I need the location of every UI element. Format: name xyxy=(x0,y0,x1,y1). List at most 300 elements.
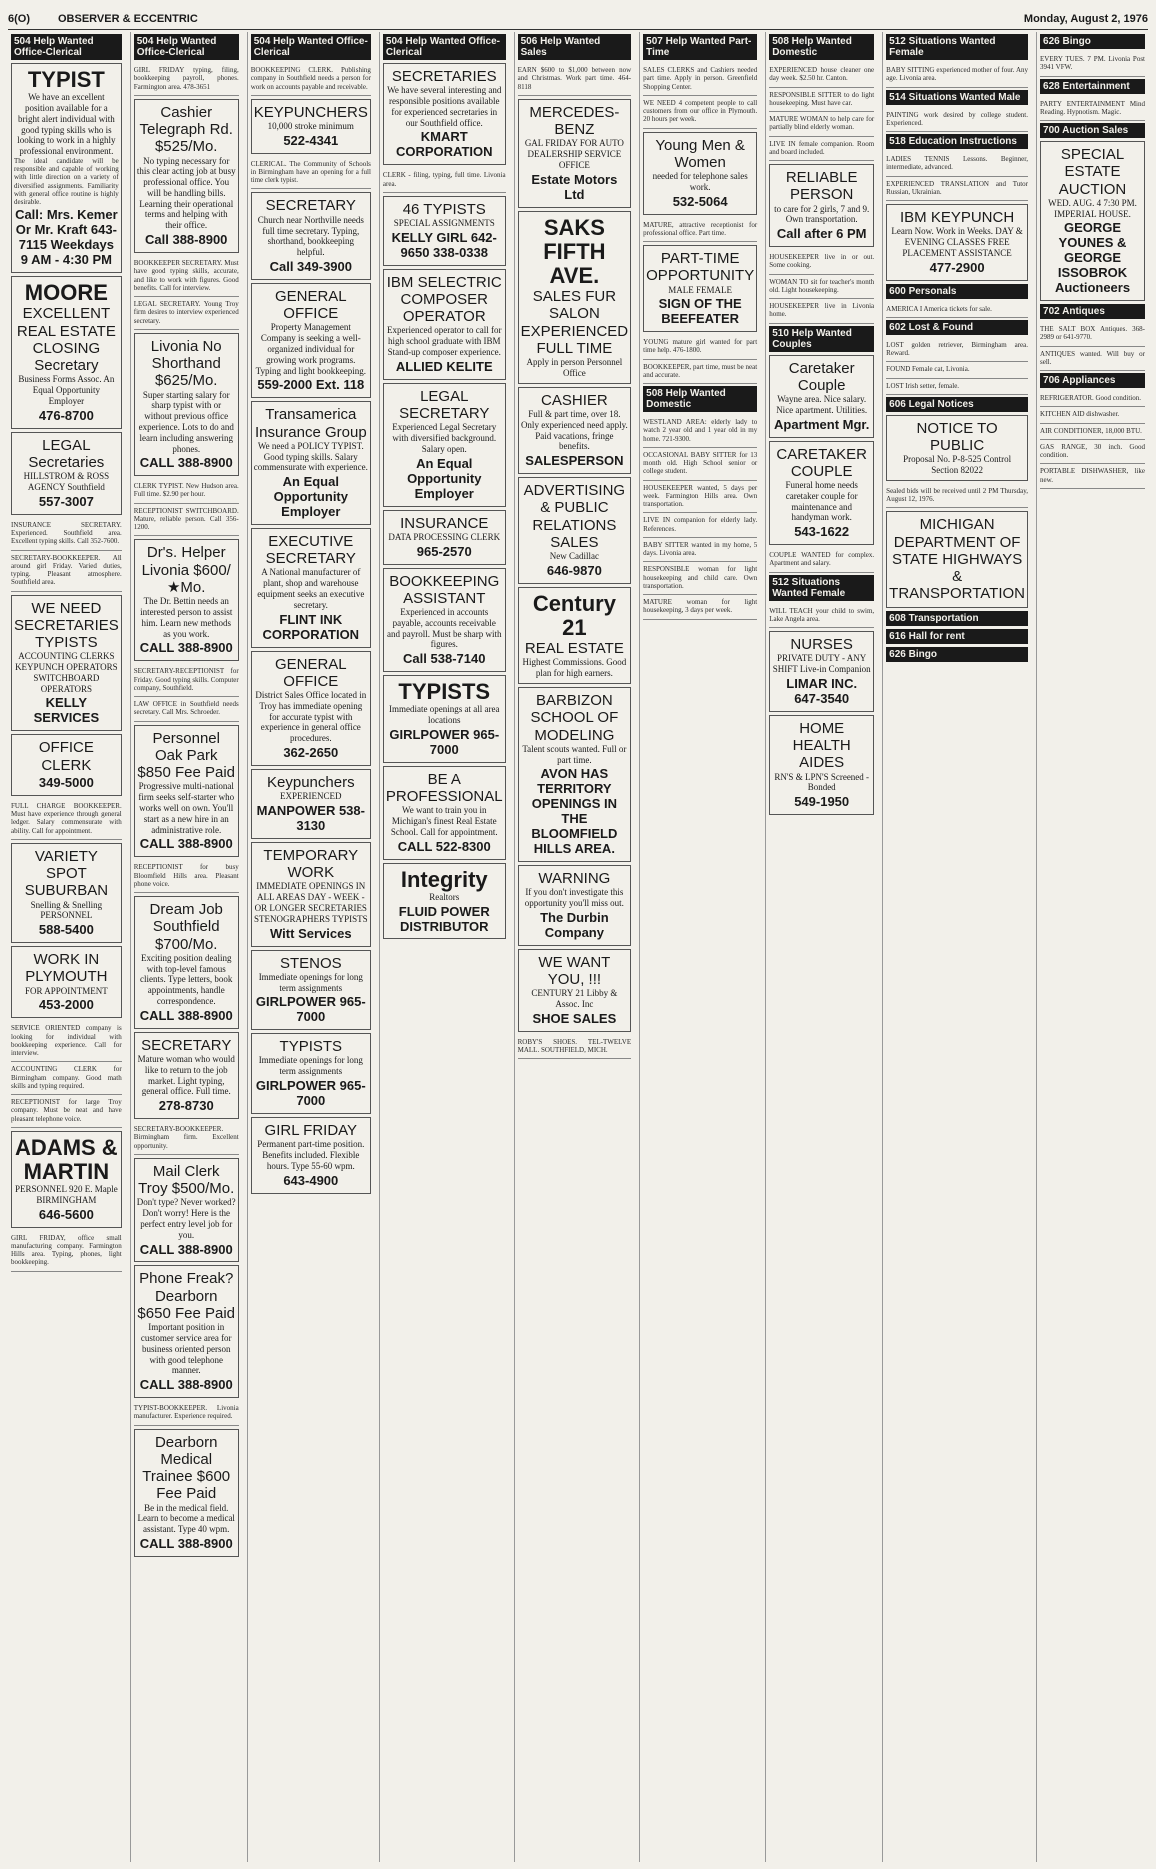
ad-sm: Experienced Legal Secretary with diversified background. Salary open. xyxy=(392,422,497,454)
classified-ad: EARN $600 to $1,000 between now and Christmas. Work part time. 464-8118 xyxy=(518,63,632,96)
ad-med: Mail Clerk Troy $500/Mo. xyxy=(138,1162,235,1198)
classified-ad: TYPIST-BOOKKEEPER. Livonia manufacturer. Experience required. xyxy=(134,1401,239,1426)
ad-med: TYPISTS xyxy=(279,1038,343,1056)
ad-fine: The ideal candidate will be responsible and capable of working with little direction on a variety of diversified assignments. Familiarity with general office routine is highly desirable. xyxy=(14,156,119,207)
section-heading: 507 Help Wanted Part-Time xyxy=(643,34,757,60)
display-ad xyxy=(134,896,239,1029)
ad-phone: 476-8700 xyxy=(38,407,94,423)
ad-sm: Progressive multi-national firm seeks self-starter who works well on own. You'll start as a new hire in an administrative role. xyxy=(138,781,235,835)
section-heading: 512 Situations Wanted Female xyxy=(769,575,874,601)
classified-ad: LOST golden retriever, Birmingham area. Reward. xyxy=(886,338,1028,363)
column-7 xyxy=(765,32,877,1862)
classified-ad: RESPONSIBLE woman for light housekeeping and child care. Own transportation. xyxy=(643,562,757,595)
section-heading: 600 Personals xyxy=(886,284,1028,299)
ad-med: BARBIZON SCHOOL OF MODELING xyxy=(530,692,619,744)
ad-sm: Exciting position dealing with top-level famous clients. Type letters, book appointments, handle correspondence. xyxy=(140,952,233,1006)
ad-med: TEMPORARY WORK xyxy=(263,846,359,882)
classified-ad: HOUSEKEEPER live in Livonia home. xyxy=(769,299,874,324)
ad-big: Integrity xyxy=(400,866,488,892)
ad-phone: 532-5064 xyxy=(672,193,728,209)
ad-med: SECRETARY xyxy=(265,197,356,215)
classified-ad: GAS RANGE, 30 inch. Good condition. xyxy=(1040,440,1145,465)
classified-ad: BABY SITTER wanted in my home, 5 days. Livonia area. xyxy=(643,538,757,563)
display-ad xyxy=(518,949,632,1032)
ad-sm: ACCOUNTING CLERKS KEYPUNCH OPERATORS SWITCHBOARD OPERATORS xyxy=(15,651,118,694)
ad-med: Dearborn Medical Trainee $600 Fee Paid xyxy=(142,1433,231,1503)
ad-sm: Church near Northville needs full time secretary. Typing, shorthand, bookkeeping helpful. xyxy=(257,214,364,258)
ad-med: KEYPUNCHERS xyxy=(253,103,368,121)
display-ad xyxy=(11,595,122,732)
ad-phone: ALLIED KELITE xyxy=(395,358,493,374)
ad-phone: 549-1950 xyxy=(794,794,850,810)
display-ad xyxy=(134,725,239,858)
section-heading: 506 Help Wanted Sales xyxy=(518,34,632,60)
section-heading: 518 Education Instructions xyxy=(886,134,1028,149)
display-ad xyxy=(134,539,239,661)
ad-med: WORK IN PLYMOUTH xyxy=(25,951,108,986)
ad-sm: We have several interesting and responsible positions available for experienced secretaries in our Southfield office. xyxy=(387,85,502,128)
classified-ad: MATURE woman for light housekeeping, 3 days per week. xyxy=(643,595,757,620)
classified-ad: WE NEED 4 competent people to call customers from our office in Plymouth. 20 hours per week. xyxy=(643,96,757,129)
ad-phone: SHOE SALES xyxy=(532,1010,617,1026)
ad-sm: Apply in person Personnel Office xyxy=(526,357,623,378)
ad-phone: The Durbin Company xyxy=(540,909,609,940)
display-ad xyxy=(383,269,506,380)
classified-ad: SERVICE ORIENTED company is looking for individual with bookkeeping experience. Call for interview. xyxy=(11,1021,122,1062)
section-heading: 512 Situations Wanted Female xyxy=(886,34,1028,60)
classified-ad: AMERICA I America tickets for sale. xyxy=(886,302,1028,318)
column-3 xyxy=(247,32,374,1862)
classified-ad: BOOKKEEPER SECRETARY. Must have good typing skills, accurate, and like to work with figures. Good benefits. Call for interview. xyxy=(134,256,239,297)
ad-sm: Be in the medical field. Learn to become a medical assistant. Type 40 wpm. xyxy=(137,1502,235,1535)
ad-sm: Immediate openings for long term assignments xyxy=(258,1055,363,1077)
ad-med: LEGAL Secretaries xyxy=(28,436,105,471)
ad-sm: Snelling & Snelling PERSONNEL xyxy=(30,899,103,921)
ad-med: NOTICE TO PUBLIC xyxy=(916,419,998,455)
ad-phone: Witt Services xyxy=(270,925,352,941)
ad-sm: We need a POLICY TYPIST. Good typing skills. Salary commensurate with experience. xyxy=(253,440,368,473)
page-header xyxy=(8,8,1148,30)
ad-med: Phone Freak? Dearborn $650 Fee Paid xyxy=(137,1270,235,1322)
section-heading: 628 Entertainment xyxy=(1040,79,1145,94)
ad-phone: CALL 388-8900 xyxy=(139,836,233,852)
display-ad xyxy=(134,333,239,476)
classified-ad: WOMAN TO sit for teacher's month old. Light housekeeping. xyxy=(769,275,874,300)
ad-sm: New Cadillac xyxy=(549,551,599,562)
classified-ad: SECRETARY-BOOKKEEPER. All around girl Friday. Varied duties, typing. Pleasant atmosphere. Southfield area. xyxy=(11,551,122,592)
ad-phone: 522-4341 xyxy=(283,132,339,148)
classified-ad: MATURE, attractive receptionist for professional office. Part time. xyxy=(643,218,757,243)
classified-ad: SECRETARY-RECEPTIONIST for Friday. Good typing skills. Computer company, Southfield. xyxy=(134,664,239,697)
ad-phone: MANPOWER 538-3130 xyxy=(256,803,365,833)
classified-ad: GIRL FRIDAY, office small manufacturing company. Farmington Hills area. Typing, phones, light bookkeeping. xyxy=(11,1231,122,1272)
display-ad xyxy=(11,432,122,515)
classified-ad: GIRL FRIDAY typing, filing, bookkeeping payroll, phones. Farmington area. 478-3651 xyxy=(134,63,239,96)
display-ad xyxy=(769,715,874,815)
classified-ad: RECEPTIONIST for large Troy company. Must be neat and have pleasant telephone voice. xyxy=(11,1095,122,1128)
ad-big: TYPISTS xyxy=(398,679,491,705)
display-ad xyxy=(383,383,506,507)
classified-ad: CLERK - filing, typing, full time. Livonia area. xyxy=(383,168,506,193)
column-5 xyxy=(514,32,635,1862)
ad-sm: No typing necessary for this clear acting job at busy professional office. You will be handling bills. Learning their operational terms and helping with their office. xyxy=(136,155,236,231)
ad-phone: CALL 522-8300 xyxy=(397,838,491,854)
classified-ad: LAW OFFICE in Southfield needs secretary. Call Mrs. Schroeder. xyxy=(134,697,239,722)
section-heading: 508 Help Wanted Domestic xyxy=(643,386,757,412)
section-heading: 510 Help Wanted Couples xyxy=(769,326,874,352)
classified-ad: EXPERIENCED TRANSLATION and Tutor Russian, Ukrainian. xyxy=(886,177,1028,202)
ad-phone: SALESPERSON xyxy=(525,453,624,469)
classified-ad: SECRETARY-BOOKKEEPER. Birmingham firm. Excellent opportunity. xyxy=(134,1122,239,1155)
column-9 xyxy=(1036,32,1148,1862)
ad-phone: Call 538-7140 xyxy=(403,651,486,667)
ad-big: Century 21 xyxy=(532,590,616,640)
ad-med: HOME HEALTH AIDES xyxy=(792,719,851,772)
ad-med: CARETAKER COUPLE xyxy=(776,445,867,480)
ad-phone: CALL 388-8900 xyxy=(139,1007,233,1023)
ad-sm: Realtors xyxy=(429,891,460,902)
section-heading: 504 Help Wanted Office-Clerical xyxy=(134,34,239,60)
ad-med: SPECIAL ESTATE AUCTION xyxy=(1058,146,1127,198)
ad-med: Personnel Oak Park $850 Fee Paid xyxy=(137,729,235,782)
display-ad xyxy=(251,192,371,279)
ad-sm: Talent scouts wanted. Full or part time. xyxy=(522,743,627,765)
ad-med: GENERAL OFFICE xyxy=(274,655,347,690)
ad-phone: Estate Motors Ltd xyxy=(531,171,618,202)
classified-ad: PARTY ENTERTAINMENT Mind Reading. Hypnotism. Magic. xyxy=(1040,97,1145,122)
ad-phone: Call 349-3900 xyxy=(269,258,352,274)
ad-med: MICHIGAN DEPARTMENT OF STATE HIGHWAYS & TRANSPORTATION xyxy=(889,516,1026,603)
section-heading: 626 Bingo xyxy=(886,647,1028,662)
ad-sm: A National manufacturer of plant, shop and warehouse equipment seeks an executive secretary. xyxy=(257,567,365,610)
ad-phone: KELLY SERVICES xyxy=(33,695,100,726)
ad-phone: 643-4900 xyxy=(283,1172,339,1188)
classified-ad: EVERY TUES. 7 PM. Livonia Post 3941 VFW. xyxy=(1040,52,1145,77)
ad-med: IBM SELECTRIC COMPOSER OPERATOR xyxy=(386,273,502,326)
display-ad xyxy=(643,245,757,332)
classified-ad: FULL CHARGE BOOKKEEPER. Must have experience through general ledger. Salary commensurate with ability. Call for appointment. xyxy=(11,799,122,840)
ad-sm: HILLSTROM & ROSS AGENCY Southfield xyxy=(23,471,110,493)
ad-phone: CALL 388-8900 xyxy=(139,1536,233,1552)
display-ad xyxy=(251,528,371,648)
ad-med: WARNING xyxy=(538,869,611,887)
ad-sm: Business Forms Assoc. An Equal Opportunity Employer xyxy=(18,374,115,406)
ad-sm: Immediate openings at all area locations xyxy=(389,704,500,726)
column-1 xyxy=(8,32,125,1862)
ad-phone: Call: Mrs. Kemer Or Mr. Kraft 643-7115 Weekdays 9 AM - 4:30 PM xyxy=(15,207,118,268)
ad-med: 46 TYPISTS xyxy=(402,200,486,218)
classified-ad: BABY SITTING experienced mother of four. Any age. Livonia area. xyxy=(886,63,1028,88)
column-2 xyxy=(130,32,242,1862)
classified-ad: LIVE IN companion for elderly lady. References. xyxy=(643,513,757,538)
ad-phone: 559-2000 Ext. 118 xyxy=(257,377,365,393)
column-4 xyxy=(379,32,509,1862)
ad-big: MOORE xyxy=(24,280,108,306)
ad-med: NURSES xyxy=(790,636,853,654)
display-ad xyxy=(383,863,506,940)
display-ad xyxy=(383,63,506,165)
ad-phone: CALL 388-8900 xyxy=(139,1377,233,1393)
ad-sm: PRIVATE DUTY - ANY SHIFT Live-in Companion xyxy=(772,653,871,675)
display-ad xyxy=(383,196,506,266)
classified-ad: EXPERIENCED house cleaner one day week. $2.50 hr. Canton. xyxy=(769,63,874,88)
ad-med: Caretaker Couple xyxy=(788,359,855,394)
ad-sm: If you don't investigate this opportunity you'll miss out. xyxy=(524,887,624,909)
ad-sm: Experienced in accounts payable, accounts receivable and payroll. Must be sharp with figures. xyxy=(387,607,502,650)
ad-phone: CALL 388-8900 xyxy=(139,455,233,471)
ad-med: Dr's. Helper Livonia $600/★Mo. xyxy=(141,544,231,596)
display-ad xyxy=(11,276,122,429)
display-ad xyxy=(518,387,632,474)
ad-med: ADVERTISING & PUBLIC RELATIONS SALES xyxy=(523,482,626,551)
display-ad xyxy=(769,631,874,712)
classified-ad: AIR CONDITIONER, 18,000 BTU. xyxy=(1040,424,1145,440)
ad-sm: The Dr. Bettin needs an interested person to assist him. Learn new methods as you work. xyxy=(140,596,233,639)
section-heading: 504 Help Wanted Office-Clerical xyxy=(11,34,122,60)
ad-phone: 646-5600 xyxy=(38,1206,94,1222)
display-ad xyxy=(383,568,506,673)
display-ad xyxy=(251,1033,371,1114)
ad-med: LEGAL SECRETARY xyxy=(399,387,490,423)
ad-big: TYPIST xyxy=(27,67,105,92)
ad-med: EXECUTIVE SECRETARY xyxy=(265,532,356,568)
classified-ad: INSURANCE SECRETARY. Experienced. Southfield area. Excellent typing skills. Call 352-7600. xyxy=(11,518,122,551)
ad-sm: District Sales Office located in Troy has immediate opening for accurate typist with experience in general office procedures. xyxy=(255,690,367,744)
ad-sm: GAL FRIDAY FOR AUTO DEALERSHIP SERVICE OFFICE xyxy=(524,138,624,170)
display-ad xyxy=(886,415,1028,481)
ad-phone: 965-2570 xyxy=(416,543,472,559)
display-ad xyxy=(383,510,506,565)
section-heading: 504 Help Wanted Office-Clerical xyxy=(251,34,371,60)
ad-med: WE WANT YOU, !!! xyxy=(538,953,611,988)
ad-med: IBM KEYPUNCH xyxy=(900,209,1015,226)
column-6 xyxy=(639,32,760,1862)
ad-med: CASHIER xyxy=(541,391,608,409)
classified-ad: RESPONSIBLE SITTER to do light housekeeping. Must have car. xyxy=(769,88,874,113)
page-number: 6(O) xyxy=(8,12,30,25)
ad-phone: Call 388-8900 xyxy=(145,232,228,248)
ad-med: MERCEDES-BENZ xyxy=(529,103,620,138)
ad-phone: AVON HAS TERRITORY OPENINGS IN THE BLOOMFIELD HILLS AREA. xyxy=(531,766,618,857)
ad-med: INSURANCE xyxy=(400,514,489,532)
display-ad xyxy=(11,843,122,943)
paper-name: OBSERVER & ECCENTRIC xyxy=(58,12,198,25)
ad-phone: GIRLPOWER 965-7000 xyxy=(255,1078,366,1109)
classified-ad: LOST Irish setter, female. xyxy=(886,379,1028,395)
ad-med: GENERAL OFFICE xyxy=(274,287,347,323)
ad-med: RELIABLE PERSON xyxy=(785,169,858,204)
ad-sm: Immediate openings for long term assignments xyxy=(258,971,363,993)
ad-sm: Permanent part-time position. Benefits included. Flexible hours. Type 55-60 wpm. xyxy=(257,1139,365,1171)
classified-ad: HOUSEKEEPER live in or out. Some cooking. xyxy=(769,250,874,275)
classified-ad: LEGAL SECRETARY. Young Troy firm desires to interview experienced secretary. xyxy=(134,297,239,330)
section-heading: 616 Hall for rent xyxy=(886,629,1028,644)
ad-phone: GIRLPOWER 965-7000 xyxy=(255,994,366,1025)
display-ad xyxy=(11,1131,122,1228)
display-ad xyxy=(886,511,1028,607)
ad-med: REAL ESTATE xyxy=(524,640,624,658)
ad-med: Young Men & Women xyxy=(655,136,745,171)
ad-sm: 10,000 stroke minimum xyxy=(267,121,354,131)
ad-sm: Full & part time, over 18. Only experienced need apply. Paid vacations, fringe benefits. xyxy=(520,408,628,452)
classified-ad: ROBY'S SHOES. TEL-TWELVE MALL. SOUTHFIELD, MICH. xyxy=(518,1035,632,1060)
ad-phone: CALL 388-8900 xyxy=(139,1241,233,1257)
ad-med: Cashier Telegraph Rd. $525/Mo. xyxy=(139,103,233,156)
ad-phone: 557-3007 xyxy=(38,493,94,509)
display-ad xyxy=(1040,141,1145,301)
ad-med: Keypunchers xyxy=(267,773,355,791)
display-ad xyxy=(518,211,632,384)
display-ad xyxy=(134,1429,239,1557)
ad-phone: 362-2650 xyxy=(283,745,339,761)
classified-ad: YOUNG mature girl wanted for part time help. 476-1800. xyxy=(643,335,757,360)
ad-sm: Funeral home needs caretaker couple for maintenance and handyman work. xyxy=(785,480,858,523)
ad-sm: Learn Now. Work in Weeks. DAY & EVENING CLASSES FREE PLACEMENT ASSISTANCE xyxy=(891,226,1023,258)
ad-sm: SPECIAL ASSIGNMENTS xyxy=(393,218,495,229)
display-ad xyxy=(518,865,632,946)
ad-phone: GIRLPOWER 965-7000 xyxy=(389,726,500,757)
display-ad xyxy=(11,63,122,273)
ad-sm: We want to train you in Michigan's finest Real Estate School. Call for appointment. xyxy=(390,805,498,837)
ad-phone: 646-9870 xyxy=(546,562,602,578)
section-heading: 508 Help Wanted Domestic xyxy=(769,34,874,60)
ad-med: BOOKKEEPING ASSISTANT xyxy=(389,572,500,607)
classified-ad: CLERK TYPIST. New Hudson area. Full time. $2.90 per hour. xyxy=(134,479,239,504)
display-ad xyxy=(769,441,874,546)
ad-sm: CENTURY 21 Libby & Assoc. Inc xyxy=(531,988,618,1009)
section-heading: 602 Lost & Found xyxy=(886,320,1028,335)
classified-ad: WILL TEACH your child to swim, Lake Angela area. xyxy=(769,604,874,629)
ad-med: STENOS xyxy=(279,954,342,972)
display-ad xyxy=(134,1158,239,1263)
ad-big: SAKS FIFTH AVE. xyxy=(543,214,606,288)
ad-phone: 278-8730 xyxy=(158,1098,214,1114)
display-ad xyxy=(251,842,371,947)
ad-med: Dream Job Southfield $700/Mo. xyxy=(149,901,223,953)
ad-med: PART-TIME OPPORTUNITY xyxy=(646,250,755,285)
display-ad xyxy=(251,1117,371,1194)
classified-ad: ANTIQUES wanted. Will buy or sell. xyxy=(1040,347,1145,372)
display-ad xyxy=(134,1032,239,1119)
ad-sm: Experienced operator to call for high school graduate with IBM Stand-up composer experience. xyxy=(387,325,502,358)
ad-phone: An Equal Opportunity Employer xyxy=(407,455,482,501)
classified-ad: THE SALT BOX Antiques. 368-2989 or 641-9770. xyxy=(1040,322,1145,347)
classified-ad: RECEPTIONIST for busy Bloomfield Hills area. Pleasant phone voice. xyxy=(134,860,239,893)
ad-phone: 477-2900 xyxy=(929,259,985,275)
ad-med: WE NEED SECRETARIES TYPISTS xyxy=(14,599,119,652)
classified-ad: BOOKKEEPING CLERK. Publishing company in Southfield needs a person for work on accounts payable and receivable. xyxy=(251,63,371,96)
ad-phone: Call after 6 PM xyxy=(776,226,867,242)
ad-phone: KELLY GIRL 642-9650 338-0338 xyxy=(391,229,497,260)
section-heading: 608 Transportation xyxy=(886,611,1028,626)
ad-sm: Wayne area. Nice salary. Nice apartment. Utilities. xyxy=(776,394,868,415)
ad-sm: Proposal No. P-8-525 Control Section 82022 xyxy=(903,454,1012,476)
ad-med: EXCELLENT REAL ESTATE CLOSING Secretary xyxy=(16,305,116,375)
display-ad xyxy=(251,283,371,398)
ad-phone: KMART CORPORATION xyxy=(395,129,493,160)
ad-phone: FLUID POWER DISTRIBUTOR xyxy=(398,903,490,934)
ad-med: SECRETARIES xyxy=(391,68,497,85)
ad-phone: FLINT INK CORPORATION xyxy=(262,611,360,642)
classified-ad: MATURE WOMAN to help care for partially blind elderly woman. xyxy=(769,112,874,137)
display-ad xyxy=(518,477,632,584)
classified-ad: KITCHEN AID dishwasher. xyxy=(1040,407,1145,423)
issue-date: Monday, August 2, 1976 xyxy=(1023,12,1148,25)
section-heading: 702 Antiques xyxy=(1040,304,1145,319)
ad-phone: LIMAR INC. 647-3540 xyxy=(786,676,858,706)
classified-ad: WESTLAND AREA: elderly lady to watch 2 year old and 1 year old in my home. 721-9300. xyxy=(643,415,757,448)
display-ad xyxy=(769,355,874,438)
ad-sm: needed for telephone sales work. xyxy=(652,171,748,192)
ad-sm: Don't type? Never worked? Don't worry! Here is the perfect entry level job for you. xyxy=(136,1197,236,1240)
ad-sm: PERSONNEL 920 E. Maple BIRMINGHAM xyxy=(15,1184,118,1205)
ad-sm: WED. AUG. 4 7:30 PM. IMPERIAL HOUSE. xyxy=(1048,197,1137,219)
display-ad xyxy=(251,401,371,525)
ad-phone: 453-2000 xyxy=(38,997,94,1013)
ad-phone: Apartment Mgr. xyxy=(774,416,870,432)
classified-ad: Sealed bids will be received until 2 PM Thursday, August 12, 1976. xyxy=(886,484,1028,509)
classified-ad: PORTABLE DISHWASHER, like new. xyxy=(1040,464,1145,489)
display-ad xyxy=(383,766,506,860)
display-ad xyxy=(251,99,371,154)
display-ad xyxy=(251,950,371,1031)
classified-ad: RECEPTIONIST SWITCHBOARD. Mature, reliable person. Call 356-1200. xyxy=(134,504,239,537)
ad-sm: Highest Commissions. Good plan for high earners. xyxy=(522,657,627,679)
display-ad xyxy=(518,587,632,684)
classified-ad: COUPLE WANTED for complex. Apartment and salary. xyxy=(769,548,874,573)
ad-sm: DATA PROCESSING CLERK xyxy=(388,531,501,542)
display-ad xyxy=(518,99,632,208)
section-heading: 706 Appliances xyxy=(1040,373,1145,388)
ad-sm: Property Management Company is seeking a well-organized individual for growing work programs. Typing and light bookkeeping. xyxy=(255,322,366,376)
ad-med: GIRL FRIDAY xyxy=(264,1121,358,1139)
classified-ad: CLERICAL. The Community of Schools in Birmingham have an opening for a full time clerk typist. xyxy=(251,157,371,190)
classified-ad: PAINTING work desired by college student. Experienced. xyxy=(886,108,1028,133)
ad-sm: FOR APPOINTMENT xyxy=(24,985,108,996)
classified-ad: REFRIGERATOR. Good condition. xyxy=(1040,391,1145,407)
classified-columns xyxy=(8,32,1148,1862)
classified-ad: BOOKKEEPER, part time, must be neat and accurate. xyxy=(643,360,757,385)
ad-phone: 349-5000 xyxy=(38,774,94,790)
ad-med: VARIETY SPOT SUBURBAN xyxy=(24,847,109,900)
ad-med: SALES FUR SALON EXPERIENCED FULL TIME xyxy=(520,288,629,357)
ad-sm: RN'S & LPN'S Screened - Bonded xyxy=(774,771,870,793)
classified-ad: LIVE IN female companion. Room and board included. xyxy=(769,137,874,162)
display-ad xyxy=(251,651,371,766)
ad-sm: We have an excellent position available for a bright alert individual with good typing skills who is looking to work in a highly professional environment. xyxy=(17,92,116,157)
ad-sm: MALE FEMALE xyxy=(668,284,733,295)
ad-phone: SIGN OF THE BEEFEATER xyxy=(658,296,742,327)
section-heading: 514 Situations Wanted Male xyxy=(886,90,1028,105)
classified-ad: LADIES TENNIS Lessons. Beginner, intermediate, advanced. xyxy=(886,152,1028,177)
display-ad xyxy=(134,1265,239,1398)
section-heading: 700 Auction Sales xyxy=(1040,123,1145,138)
ad-med: Livonia No Shorthand $625/Mo. xyxy=(150,337,222,390)
display-ad xyxy=(643,132,757,215)
ad-med: SECRETARY xyxy=(141,1036,232,1054)
classified-ad: HOUSEKEEPER wanted, 5 days per week. Farmington Hills area. Own transportation. xyxy=(643,481,757,514)
ad-phone: CALL 388-8900 xyxy=(139,640,233,656)
ad-phone: GEORGE YOUNES & GEORGE ISSOBROK Auctioneers xyxy=(1054,220,1131,296)
column-8 xyxy=(882,32,1031,1862)
display-ad xyxy=(134,99,239,253)
classified-ad: OCCASIONAL BABY SITTER for 13 month old. High School senior or college student. xyxy=(643,448,757,481)
ad-sm: EXPERIENCED xyxy=(280,791,342,802)
display-ad xyxy=(769,164,874,247)
ad-med: OFFICE CLERK xyxy=(38,739,94,774)
classified-ad: ACCOUNTING CLERK for Birmingham company. Good math skills and typing required. xyxy=(11,1062,122,1095)
ad-sm: Important position in customer service area for business oriented person with good telephone manner. xyxy=(140,1322,232,1376)
